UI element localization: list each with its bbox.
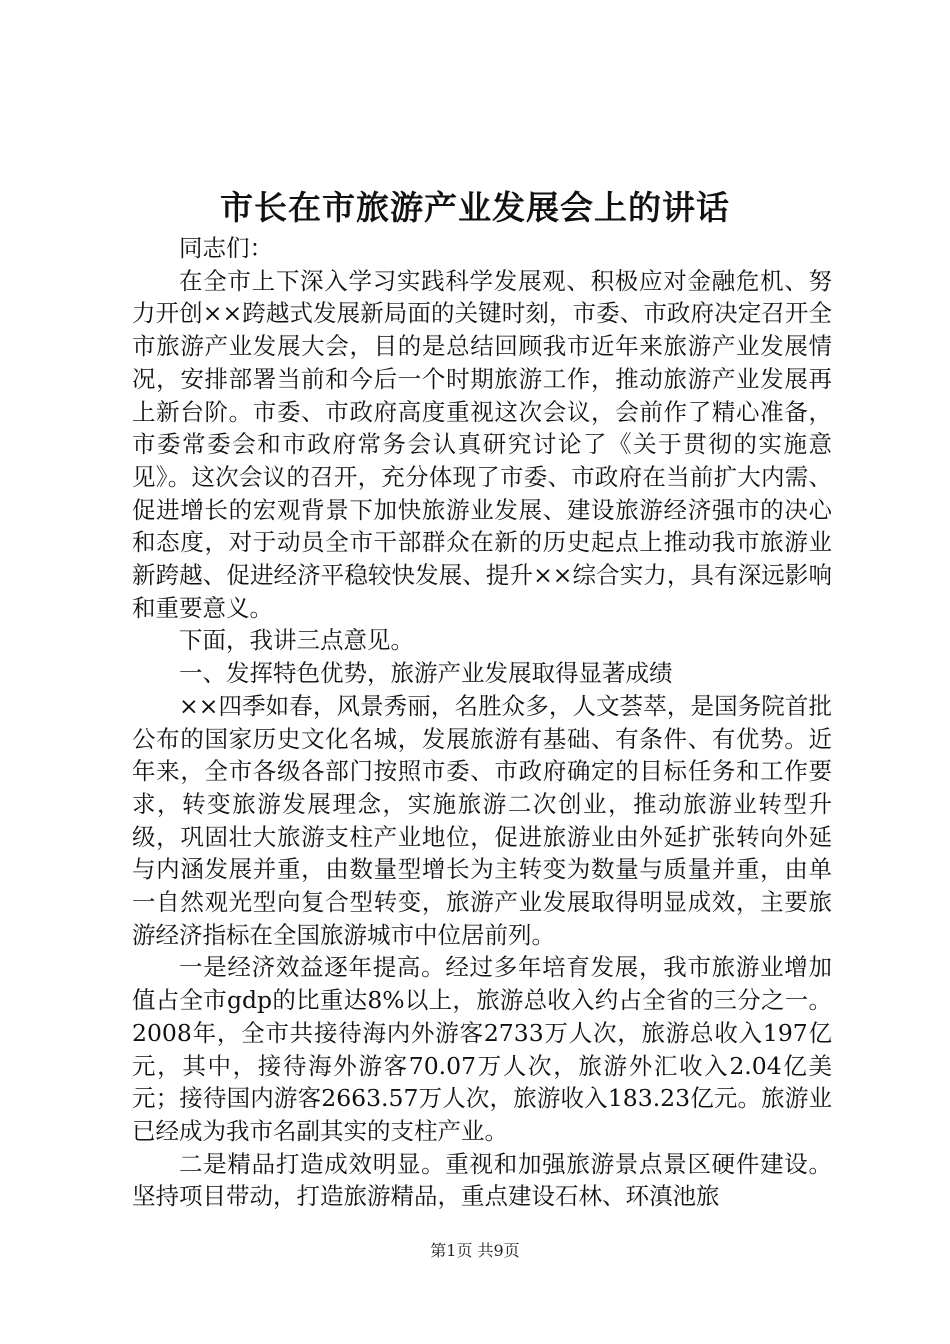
section-heading: 一、发挥特色优势，旅游产业发展取得显著成绩 xyxy=(179,659,673,688)
body-paragraph: 二是精品打造成效明显。重视和加强旅游景点景区硬件建设。坚持项目带动，打造旅游精品，重点建设石林、环滇池旅 xyxy=(132,1149,832,1211)
salutation: 同志们： xyxy=(179,234,273,262)
page-number-footer: 第1页 共9页 xyxy=(430,1241,520,1260)
body-paragraph: 一是经济效益逐年提高。经过多年培育发展，我市旅游业增加值占全市gdp的比重达8%以上，旅游总收入约占全省的三分之一。2008年，全市共接待海内外游客2733万人次，旅游总收入197亿元，其中，接待海外游客70.07万人次，旅游外汇收入2.04亿美元；接待国内游客2663.57万人次，旅游收入183.23亿元。旅游业已经成为我市名副其实的支柱产业。 xyxy=(132,953,832,1145)
body-paragraph: 在全市上下深入学习实践科学发展观、积极应对金融危机、努力开创××跨越式发展新局面的关键时刻，市委、市政府决定召开全市旅游产业发展大会，目的是总结回顾我市近年来旅游产业发展情况，安排部署当前和今后一个时期旅游工作，推动旅游产业发展再上新台阶。市委、市政府高度重视这次会议，会前作了精心准备，市委常委会和市政府常务会认真研究讨论了《关于贯彻的实施意见》。这次会议的召开，充分体现了市委、市政府在当前扩大内需、促进增长的宏观背景下加快旅游业发展、建设旅游经济强市的决心和态度，对于动员全市干部群众在新的历史起点上推动我市旅游业新跨越、促进经济平稳较快发展、提升××综合实力，具有深远影响和重要意义。 xyxy=(132,266,832,622)
document-title: 市长在市旅游产业发展会上的讲话 xyxy=(220,188,730,227)
body-paragraph: 下面，我讲三点意见。 xyxy=(179,626,414,655)
document-body xyxy=(132,232,832,1213)
body-paragraph: ××四季如春，风景秀丽，名胜众多，人文荟萃，是国务院首批公布的国家历史文化名城，发展旅游有基础、有条件、有优势。近年来，全市各级各部门按照市委、市政府确定的目标任务和工作要求，转变旅游发展理念，实施旅游二次创业，推动旅游业转型升级，巩固壮大旅游支柱产业地位，促进旅游业由外延扩张转向外延与内涵发展并重，由数量型增长为主转变为数量与质量并重，由单一自然观光型向复合型转变，旅游产业发展取得明显成效，主要旅游经济指标在全国旅游城市中位居前列。 xyxy=(132,691,832,949)
